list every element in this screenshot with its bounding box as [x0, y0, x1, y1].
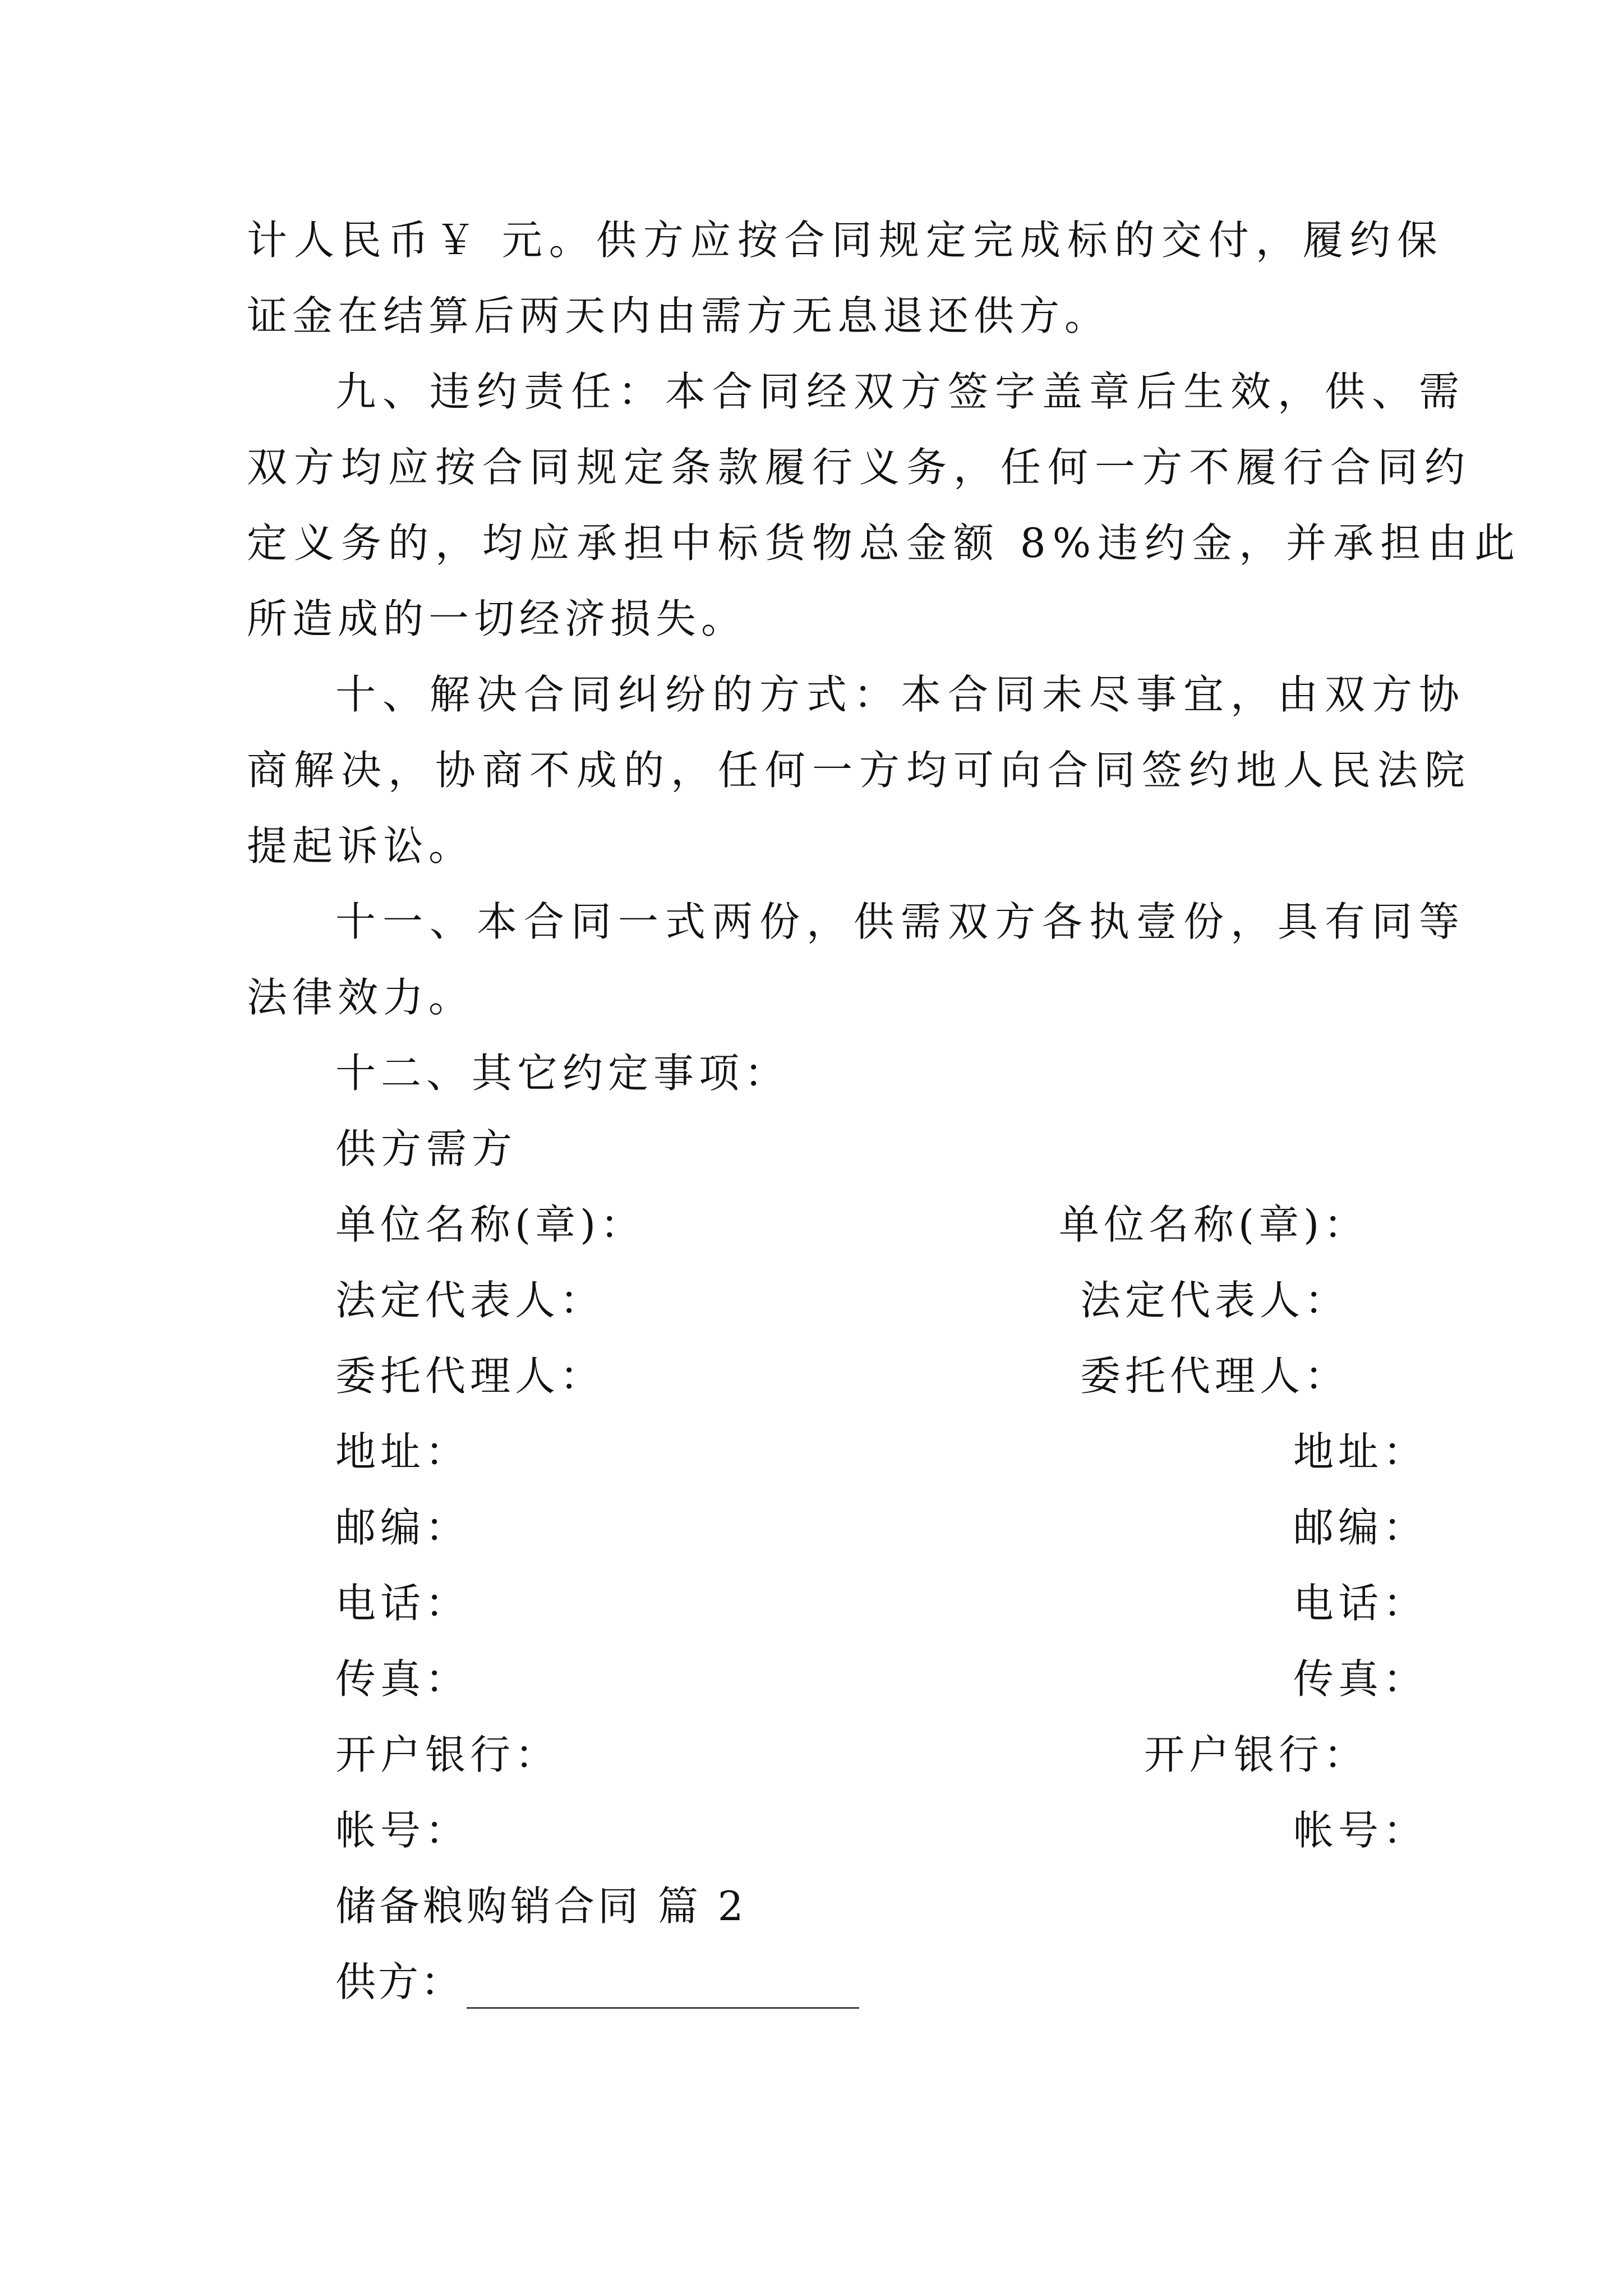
next-contract-title: 储备粮购销合同 篇 2 — [335, 1883, 747, 1930]
signature-left-phone: 电话： — [335, 1580, 471, 1627]
clause10-line3: 提起诉讼。 — [247, 822, 474, 869]
signature-right-address: 地址： — [1293, 1428, 1428, 1475]
signature-left-legal-rep: 法定代表人： — [335, 1277, 605, 1324]
signature-right-postcode: 邮编： — [1293, 1504, 1428, 1551]
signature-left-bank: 开户银行： — [335, 1731, 560, 1778]
signature-parties-header: 供方需方 — [335, 1125, 518, 1172]
clause9-line1: 九、违约责任：本合同经双方签字盖章后生效，供、需 — [335, 368, 1467, 415]
next-contract-supplier-line — [335, 1955, 859, 2009]
next-contract-supplier-label: 供方： — [335, 1958, 464, 2005]
signature-right-phone: 电话： — [1293, 1580, 1428, 1627]
signature-right-legal-rep: 法定代表人： — [1080, 1277, 1350, 1324]
signature-right-agent: 委托代理人： — [1080, 1352, 1350, 1400]
signature-left-postcode: 邮编： — [335, 1504, 471, 1551]
signature-left-fax: 传真： — [335, 1655, 471, 1703]
clause9-line3: 定义务的，均应承担中标货物总金额 8%违约金，并承担由此 — [247, 519, 1522, 567]
signature-left-org-name: 单位名称(章)： — [335, 1201, 645, 1248]
signature-left-account: 帐号： — [335, 1807, 471, 1854]
signature-right-org-name: 单位名称(章)： — [1059, 1201, 1369, 1248]
signature-left-agent: 委托代理人： — [335, 1352, 605, 1400]
signature-right-fax: 传真： — [1293, 1655, 1428, 1703]
signature-left-address: 地址： — [335, 1428, 471, 1475]
clause10-line2: 商解决，协商不成的，任何一方均可向合同签约地人民法院 — [247, 747, 1472, 794]
signature-right-account: 帐号： — [1293, 1807, 1428, 1854]
clause8-line2: 证金在结算后两天内由需方无息退还供方。 — [247, 292, 1110, 339]
clause10-line1: 十、解决合同纠纷的方式：本合同未尽事宜，由双方协 — [335, 671, 1467, 718]
clause11-line1: 十一、本合同一式两份，供需双方各执壹份，具有同等 — [335, 898, 1467, 945]
clause11-line2: 法律效力。 — [247, 974, 474, 1021]
clause12-heading: 十二、其它约定事项： — [335, 1050, 790, 1097]
clause9-line2: 双方均应按合同规定条款履行义务，任何一方不履行合同约 — [247, 444, 1472, 491]
clause8-line1: 计人民币￥ 元。供方应按合同规定完成标的交付，履约保 — [247, 217, 1444, 264]
clause9-line4: 所造成的一切经济损失。 — [247, 595, 747, 642]
supplier-blank-underline — [467, 1966, 859, 2009]
signature-right-bank: 开户银行： — [1144, 1731, 1369, 1778]
